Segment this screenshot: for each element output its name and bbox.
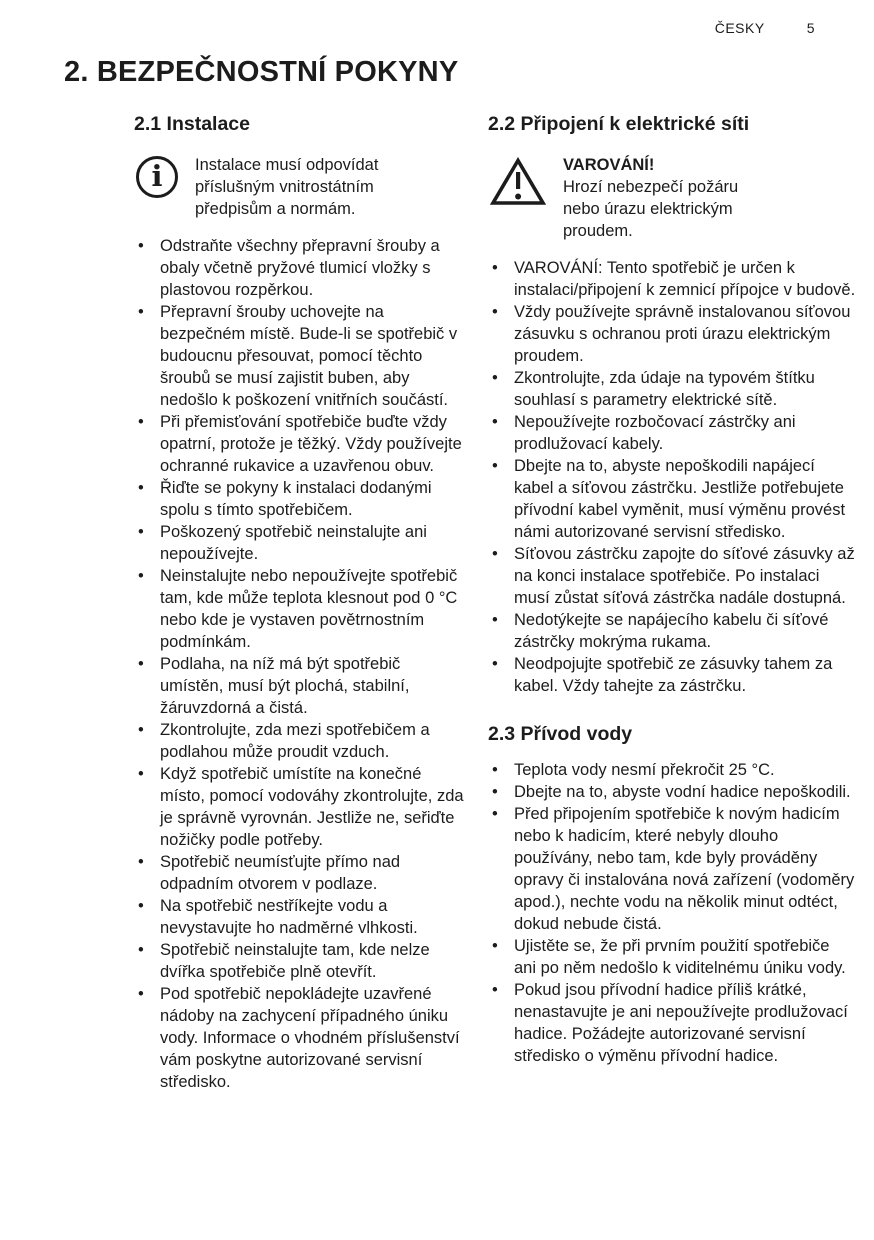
installation-list-item: • Řiďte se pokyny k instalaci dodanými spolu s tímto spotřebičem.: [134, 477, 465, 521]
page-number: 5: [806, 20, 815, 36]
installation-bullet-list: [134, 235, 465, 1093]
installation-list-item: • Spotřebič neumísťujte přímo nad odpadním otvorem v podlaze.: [134, 851, 465, 895]
info-icon: i: [136, 156, 178, 198]
electrical-list-item: • Neodpojujte spotřebič ze zásuvky tahem za kabel. Vždy tahejte za zástrčku.: [488, 653, 856, 697]
electrical-list-item: • VAROVÁNÍ: Tento spotřebič je určen k instalaci/připojení k zemnicí přípojce v budově.: [488, 257, 856, 301]
warning-title: VAROVÁNÍ!: [563, 156, 655, 174]
warning-body: Hrozí nebezpečí požáru nebo úrazu elektrickým proudem.: [563, 178, 739, 240]
installation-list-item: • Když spotřebič umístíte na konečné místo, pomocí vodováhy zkontrolujte, zda je správně vyrovnán. Jestliže ne, seřiďte nožičky podle potřeby.: [134, 763, 465, 851]
electrical-bullet-list: [488, 257, 856, 697]
installation-list-item: • Zkontrolujte, zda mezi spotřebičem a podlahou může proudit vzduch.: [134, 719, 465, 763]
installation-list-item: • Na spotřebič nestříkejte vodu a nevystavujte ho nadměrné vlhkosti.: [134, 895, 465, 939]
electrical-list-item: • Zkontrolujte, zda údaje na typovém štítku souhlasí s parametry elektrické sítě.: [488, 367, 856, 411]
water-list-item: • Ujistěte se, že při prvním použití spotřebiče ani po něm nedošlo k viditelnému úniku vody.: [488, 935, 856, 979]
installation-list-item: • Poškozený spotřebič neinstalujte ani nepoužívejte.: [134, 521, 465, 565]
installation-list-item: • Podlaha, na níž má být spotřebič umístěn, musí být plochá, stabilní, žáruvzdorná a čistá.: [134, 653, 465, 719]
left-column: [134, 113, 465, 1093]
page-header: [0, 20, 874, 36]
water-bullet-list: [488, 759, 856, 1067]
installation-list-item: • Odstraňte všechny přepravní šrouby a obaly včetně pryžové tlumicí vložky s plastovou rozpěrkou.: [134, 235, 465, 301]
info-note-text: Instalace musí odpovídat příslušným vnitrostátním předpisům a normám.: [195, 156, 379, 218]
warning-note-text: [563, 154, 771, 242]
info-note: [136, 154, 465, 220]
installation-list-item: • Při přemisťování spotřebiče buďte vždy opatrní, protože je těžký. Vždy používejte ochranné rukavice a uzavřenou obuv.: [134, 411, 465, 477]
electrical-list-item: • Nedotýkejte se napájecího kabelu či síťové zástrčky mokrýma rukama.: [488, 609, 856, 653]
installation-list-item: • Spotřebič neinstalujte tam, kde nelze dvířka spotřebiče plně otevřít.: [134, 939, 465, 983]
page-title: 2. BEZPEČNOSTNÍ POKYNY: [64, 56, 459, 88]
section-heading-water: 2.3 Přívod vody: [488, 723, 633, 745]
installation-list-item: • Pod spotřebič nepokládejte uzavřené nádoby na zachycení případného úniku vody. Informace o vhodném příslušenství vám poskytne autorizované servisní středisko.: [134, 983, 465, 1093]
water-list-item: • Před připojením spotřebiče k novým hadicím nebo k hadicím, které nebyly dlouho používány, nebo tam, kde byly prováděny opravy či instalována nová zařízení (vodoměry apod.), nechte vodu na několik minut odtéct, dokud nebude čistá.: [488, 803, 856, 935]
electrical-list-item: • Nepoužívejte rozbočovací zástrčky ani prodlužovací kabely.: [488, 411, 856, 455]
installation-list-item: • Neinstalujte nebo nepoužívejte spotřebič tam, kde může teplota klesnout pod 0 °C nebo kde je vystaven povětrnostním podmínkám.: [134, 565, 465, 653]
language-label: ČESKY: [714, 20, 765, 36]
content-columns: [134, 113, 874, 1093]
installation-list-item: • Přepravní šrouby uchovejte na bezpečném místě. Bude-li se spotřebič v budoucnu přesouvat, pomocí těchto šroubů se musí zajistit buben, aby nedošlo k poškození vnitřních součástí.: [134, 301, 465, 411]
water-list-item: • Dbejte na to, abyste vodní hadice nepoškodili.: [488, 781, 856, 803]
electrical-list-item: • Vždy používejte správně instalovanou síťovou zásuvku s ochranou proti úrazu elektrickým proudem.: [488, 301, 856, 367]
section-heading-installation: 2.1 Instalace: [134, 113, 250, 135]
water-list-item: • Teplota vody nesmí překročit 25 °C.: [488, 759, 856, 781]
electrical-list-item: • Síťovou zástrčku zapojte do síťové zásuvky až na konci instalace spotřebiče. Po instalaci musí zůstat síťová zástrčka nadále dostupná.: [488, 543, 856, 609]
section-heading-electrical: 2.2 Připojení k elektrické síti: [488, 113, 750, 135]
right-column: [488, 113, 856, 1093]
water-list-item: • Pokud jsou přívodní hadice příliš krátké, nenastavujte je ani nepoužívejte prodlužovací hadice. Požádejte autorizované servisní středisko o výměnu přívodní hadice.: [488, 979, 856, 1067]
electrical-list-item: • Dbejte na to, abyste nepoškodili napájecí kabel a síťovou zástrčku. Jestliže potřebujete přívodní kabel vyměnit, musí výměnu provést námi autorizované servisní středisko.: [488, 455, 856, 543]
warning-note: [490, 154, 856, 242]
warning-triangle-icon: [490, 157, 546, 242]
